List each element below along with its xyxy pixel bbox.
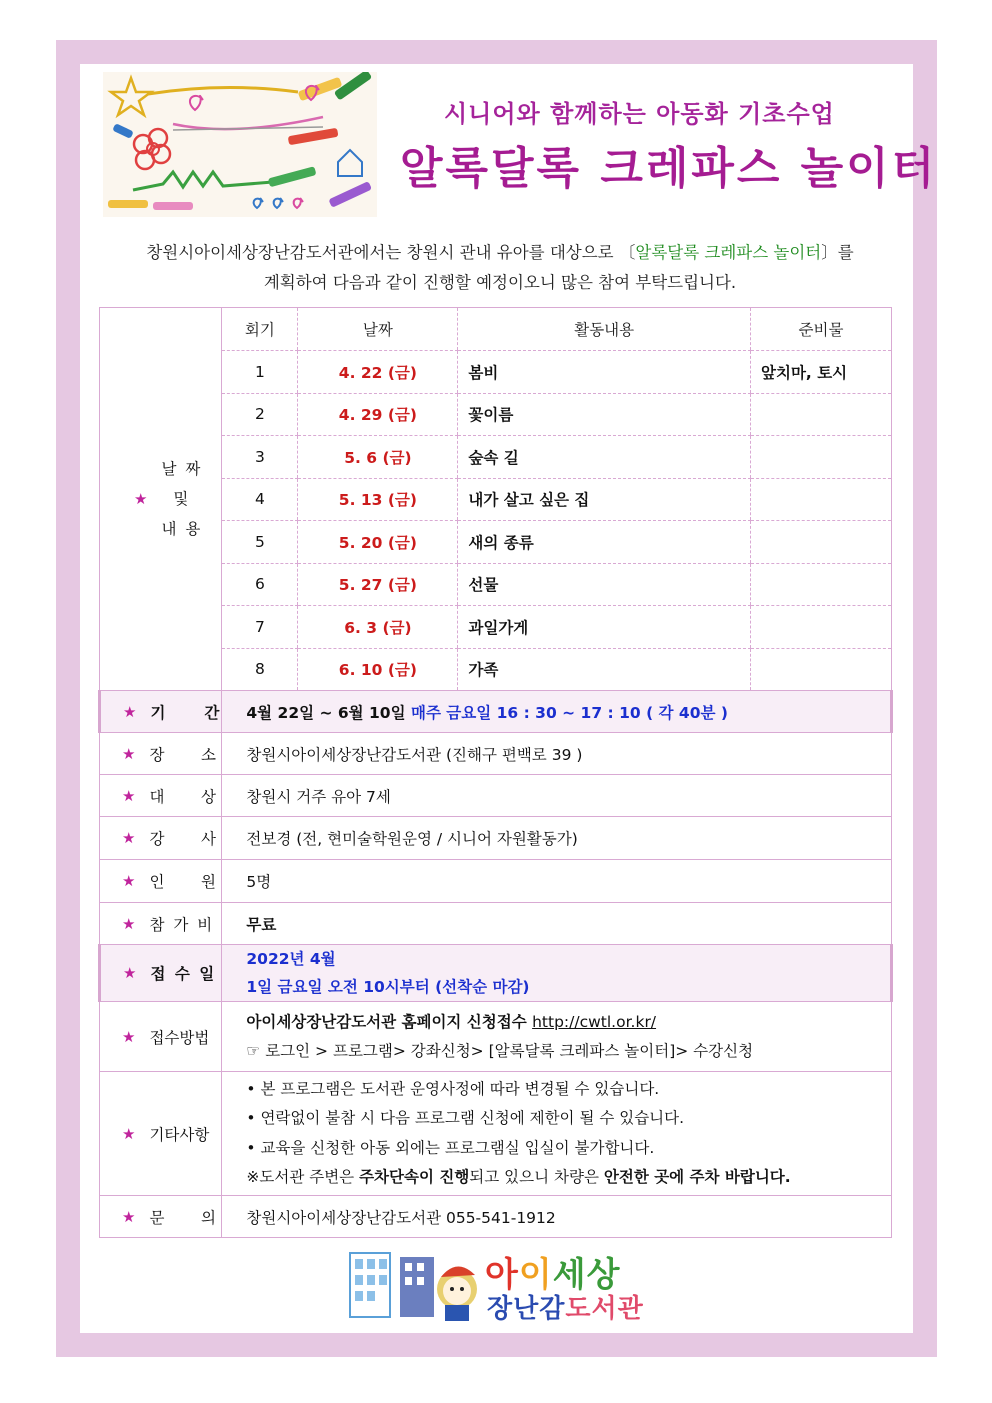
note-part: 되고 있으니 차량은 <box>469 1168 604 1186</box>
contact-label-cell <box>100 1196 222 1238</box>
schedule-label-line: 내 용 <box>161 520 203 538</box>
star-icon: ★ <box>122 744 136 763</box>
instructor-label: 강 사 <box>149 830 219 848</box>
reception-value <box>222 945 892 1002</box>
method-row <box>100 1002 892 1072</box>
session-date: 5. 6 (금) <box>298 436 458 479</box>
subtitle: 시니어와 함께하는 아동화 기초수업 <box>444 100 835 128</box>
fee-label-cell <box>100 903 222 945</box>
round-number: 6 <box>222 563 298 606</box>
period-label: 기 간 <box>150 703 222 722</box>
method-value <box>222 1002 892 1072</box>
header-round: 회기 <box>222 308 298 351</box>
etc-label-cell <box>100 1072 222 1196</box>
capacity-label-cell <box>100 860 222 903</box>
star-icon: ★ <box>134 490 148 508</box>
page-title: 알록달록 크레파스 놀이터 <box>400 143 938 194</box>
intro-line1-b: 〕를 <box>821 243 854 262</box>
contact-row <box>100 1196 892 1238</box>
period-dates: 4월 22일 ~ 6월 10일 <box>246 703 411 722</box>
preparation <box>751 563 892 606</box>
activity: 과일가게 <box>458 606 751 649</box>
method-line1: 아이세상장난감도서관 홈페이지 신청접수 <box>246 1012 533 1031</box>
schedule-label-line: 및 <box>173 490 191 508</box>
parking-note <box>246 1163 891 1193</box>
fee-label: 참 가 비 <box>149 915 215 934</box>
activity: 꽃이름 <box>458 393 751 436</box>
table-row <box>222 393 891 436</box>
place-label: 장 소 <box>149 745 219 764</box>
list-item: • 본 프로그램은 도서관 운영사정에 따라 변경될 수 있습니다. <box>246 1079 660 1098</box>
schedule-label-line: 날 짜 <box>161 460 203 478</box>
preparation <box>751 606 892 649</box>
list-item: • 교육을 신청한 아동 외에는 프로그램실 입실이 불가합니다. <box>246 1138 655 1157</box>
intro-line1-a: 창원시아이세상장난감도서관에서는 창원시 관내 유아를 대상으로 〔 <box>146 243 636 262</box>
star-icon: ★ <box>122 914 136 933</box>
activity: 선물 <box>458 563 751 606</box>
round-number: 5 <box>222 521 298 564</box>
logo-sub: 세상 <box>552 1255 621 1295</box>
table-row <box>222 563 891 606</box>
fee-value: 무료 <box>222 903 892 945</box>
crayon-illustration <box>103 72 377 217</box>
period-time: 매주 금요일 16 : 30 ~ 17 : 10 ( 각 40분 ) <box>410 703 728 722</box>
schedule-table <box>222 308 891 690</box>
star-icon: ★ <box>122 1207 136 1226</box>
intro-text <box>100 238 900 298</box>
activity: 봄비 <box>458 351 751 394</box>
preparation: 앞치마, 토시 <box>751 351 892 394</box>
session-date: 6. 3 (금) <box>298 606 458 649</box>
preparation <box>751 478 892 521</box>
target-label: 대 상 <box>149 787 219 806</box>
schedule-cell <box>222 308 892 691</box>
round-number: 2 <box>222 393 298 436</box>
table-row <box>222 478 891 521</box>
method-label-cell <box>100 1002 222 1072</box>
table-row <box>222 436 891 479</box>
session-date: 4. 22 (금) <box>298 351 458 394</box>
capacity-row <box>100 860 892 903</box>
contact-value: 창원시아이세상장난감도서관 055-541-1912 <box>222 1196 892 1238</box>
session-date: 5. 27 (금) <box>298 563 458 606</box>
place-row <box>100 733 892 775</box>
info-table <box>98 307 893 1238</box>
star-icon: ★ <box>122 829 136 847</box>
reception-line2: 1일 금요일 오전 10시부터 (선착순 마감) <box>246 978 530 996</box>
instructor-value: 전보경 (전, 현미술학원운영 / 시니어 자원활동가) <box>222 817 892 860</box>
activity: 숲속 길 <box>458 436 751 479</box>
table-row <box>222 606 891 649</box>
activity: 내가 살고 싶은 집 <box>458 478 751 521</box>
header-activity: 활동내용 <box>458 308 751 351</box>
target-value: 창원시 거주 유아 7세 <box>222 775 892 817</box>
period-label-cell <box>100 691 222 733</box>
star-icon: ★ <box>123 964 137 982</box>
schedule-header-row <box>222 308 891 351</box>
intro-highlight: 알록달록 크레파스 놀이터 <box>635 243 822 262</box>
etc-row <box>100 1072 892 1196</box>
round-number: 1 <box>222 351 298 394</box>
reception-row <box>100 945 892 1002</box>
period-value <box>222 691 892 733</box>
star-icon: ★ <box>122 786 136 805</box>
instructor-row <box>100 817 892 860</box>
target-row <box>100 775 892 817</box>
preparation <box>751 521 892 564</box>
intro-line2: 계획하여 다음과 같이 진행할 예정이오니 많은 참여 부탁드립니다. <box>263 273 737 292</box>
star-icon: ★ <box>122 1027 136 1046</box>
contact-label: 문 의 <box>149 1208 219 1227</box>
method-line2: ☞ 로그인 > 프로그램> 강좌신청> [알록달록 크레파스 놀이터]> 수강신청 <box>246 1041 754 1060</box>
preparation <box>751 436 892 479</box>
capacity-value: 5명 <box>222 860 892 903</box>
etc-label: 기타사항 <box>149 1125 210 1144</box>
logo-text-main: 아이세상 <box>485 1255 621 1295</box>
method-label: 접수방법 <box>149 1028 210 1047</box>
note-part-bold: 주차단속이 진행 <box>359 1168 470 1186</box>
table-row <box>222 648 891 690</box>
period-row <box>100 691 892 733</box>
round-number: 3 <box>222 436 298 479</box>
activity: 가족 <box>458 648 751 690</box>
reception-label: 접 수 일 <box>150 965 217 983</box>
session-date: 4. 29 (금) <box>298 393 458 436</box>
preparation <box>751 393 892 436</box>
target-label-cell <box>100 775 222 817</box>
place-value: 창원시아이세상장난감도서관 (진해구 편백로 39 ) <box>222 733 892 775</box>
star-icon: ★ <box>123 702 137 721</box>
table-row <box>222 351 891 394</box>
star-icon: ★ <box>122 872 136 890</box>
homepage-link[interactable]: http://cwtl.or.kr/ <box>532 1012 657 1031</box>
reception-label-cell <box>100 945 222 1002</box>
list-item: • 연락없이 불참 시 다음 프로그램 신청에 제한이 될 수 있습니다. <box>246 1109 685 1127</box>
star-icon: ★ <box>122 1124 136 1143</box>
round-number: 4 <box>222 478 298 521</box>
preparation <box>751 648 892 690</box>
etc-value <box>222 1072 892 1196</box>
header-prep: 준비물 <box>751 308 892 351</box>
capacity-label: 인 원 <box>149 873 219 891</box>
schedule-row <box>100 308 892 691</box>
note-part: ※도서관 주변은 <box>246 1168 360 1186</box>
session-date: 6. 10 (금) <box>298 648 458 690</box>
note-part-bold: 안전한 곳에 주차 바랍니다. <box>603 1168 791 1186</box>
reception-line1: 2022년 4월 <box>246 950 336 968</box>
activity: 새의 종류 <box>458 521 751 564</box>
session-date: 5. 20 (금) <box>298 521 458 564</box>
instructor-label-cell <box>100 817 222 860</box>
table-row <box>222 521 891 564</box>
round-number: 7 <box>222 606 298 649</box>
place-label-cell <box>100 733 222 775</box>
logo-text-sub: 장난감도서관 <box>487 1294 644 1324</box>
schedule-label-cell <box>100 308 222 691</box>
header-date: 날짜 <box>298 308 458 351</box>
round-number: 8 <box>254 660 265 679</box>
fee-row <box>100 903 892 945</box>
session-date: 5. 13 (금) <box>298 478 458 521</box>
